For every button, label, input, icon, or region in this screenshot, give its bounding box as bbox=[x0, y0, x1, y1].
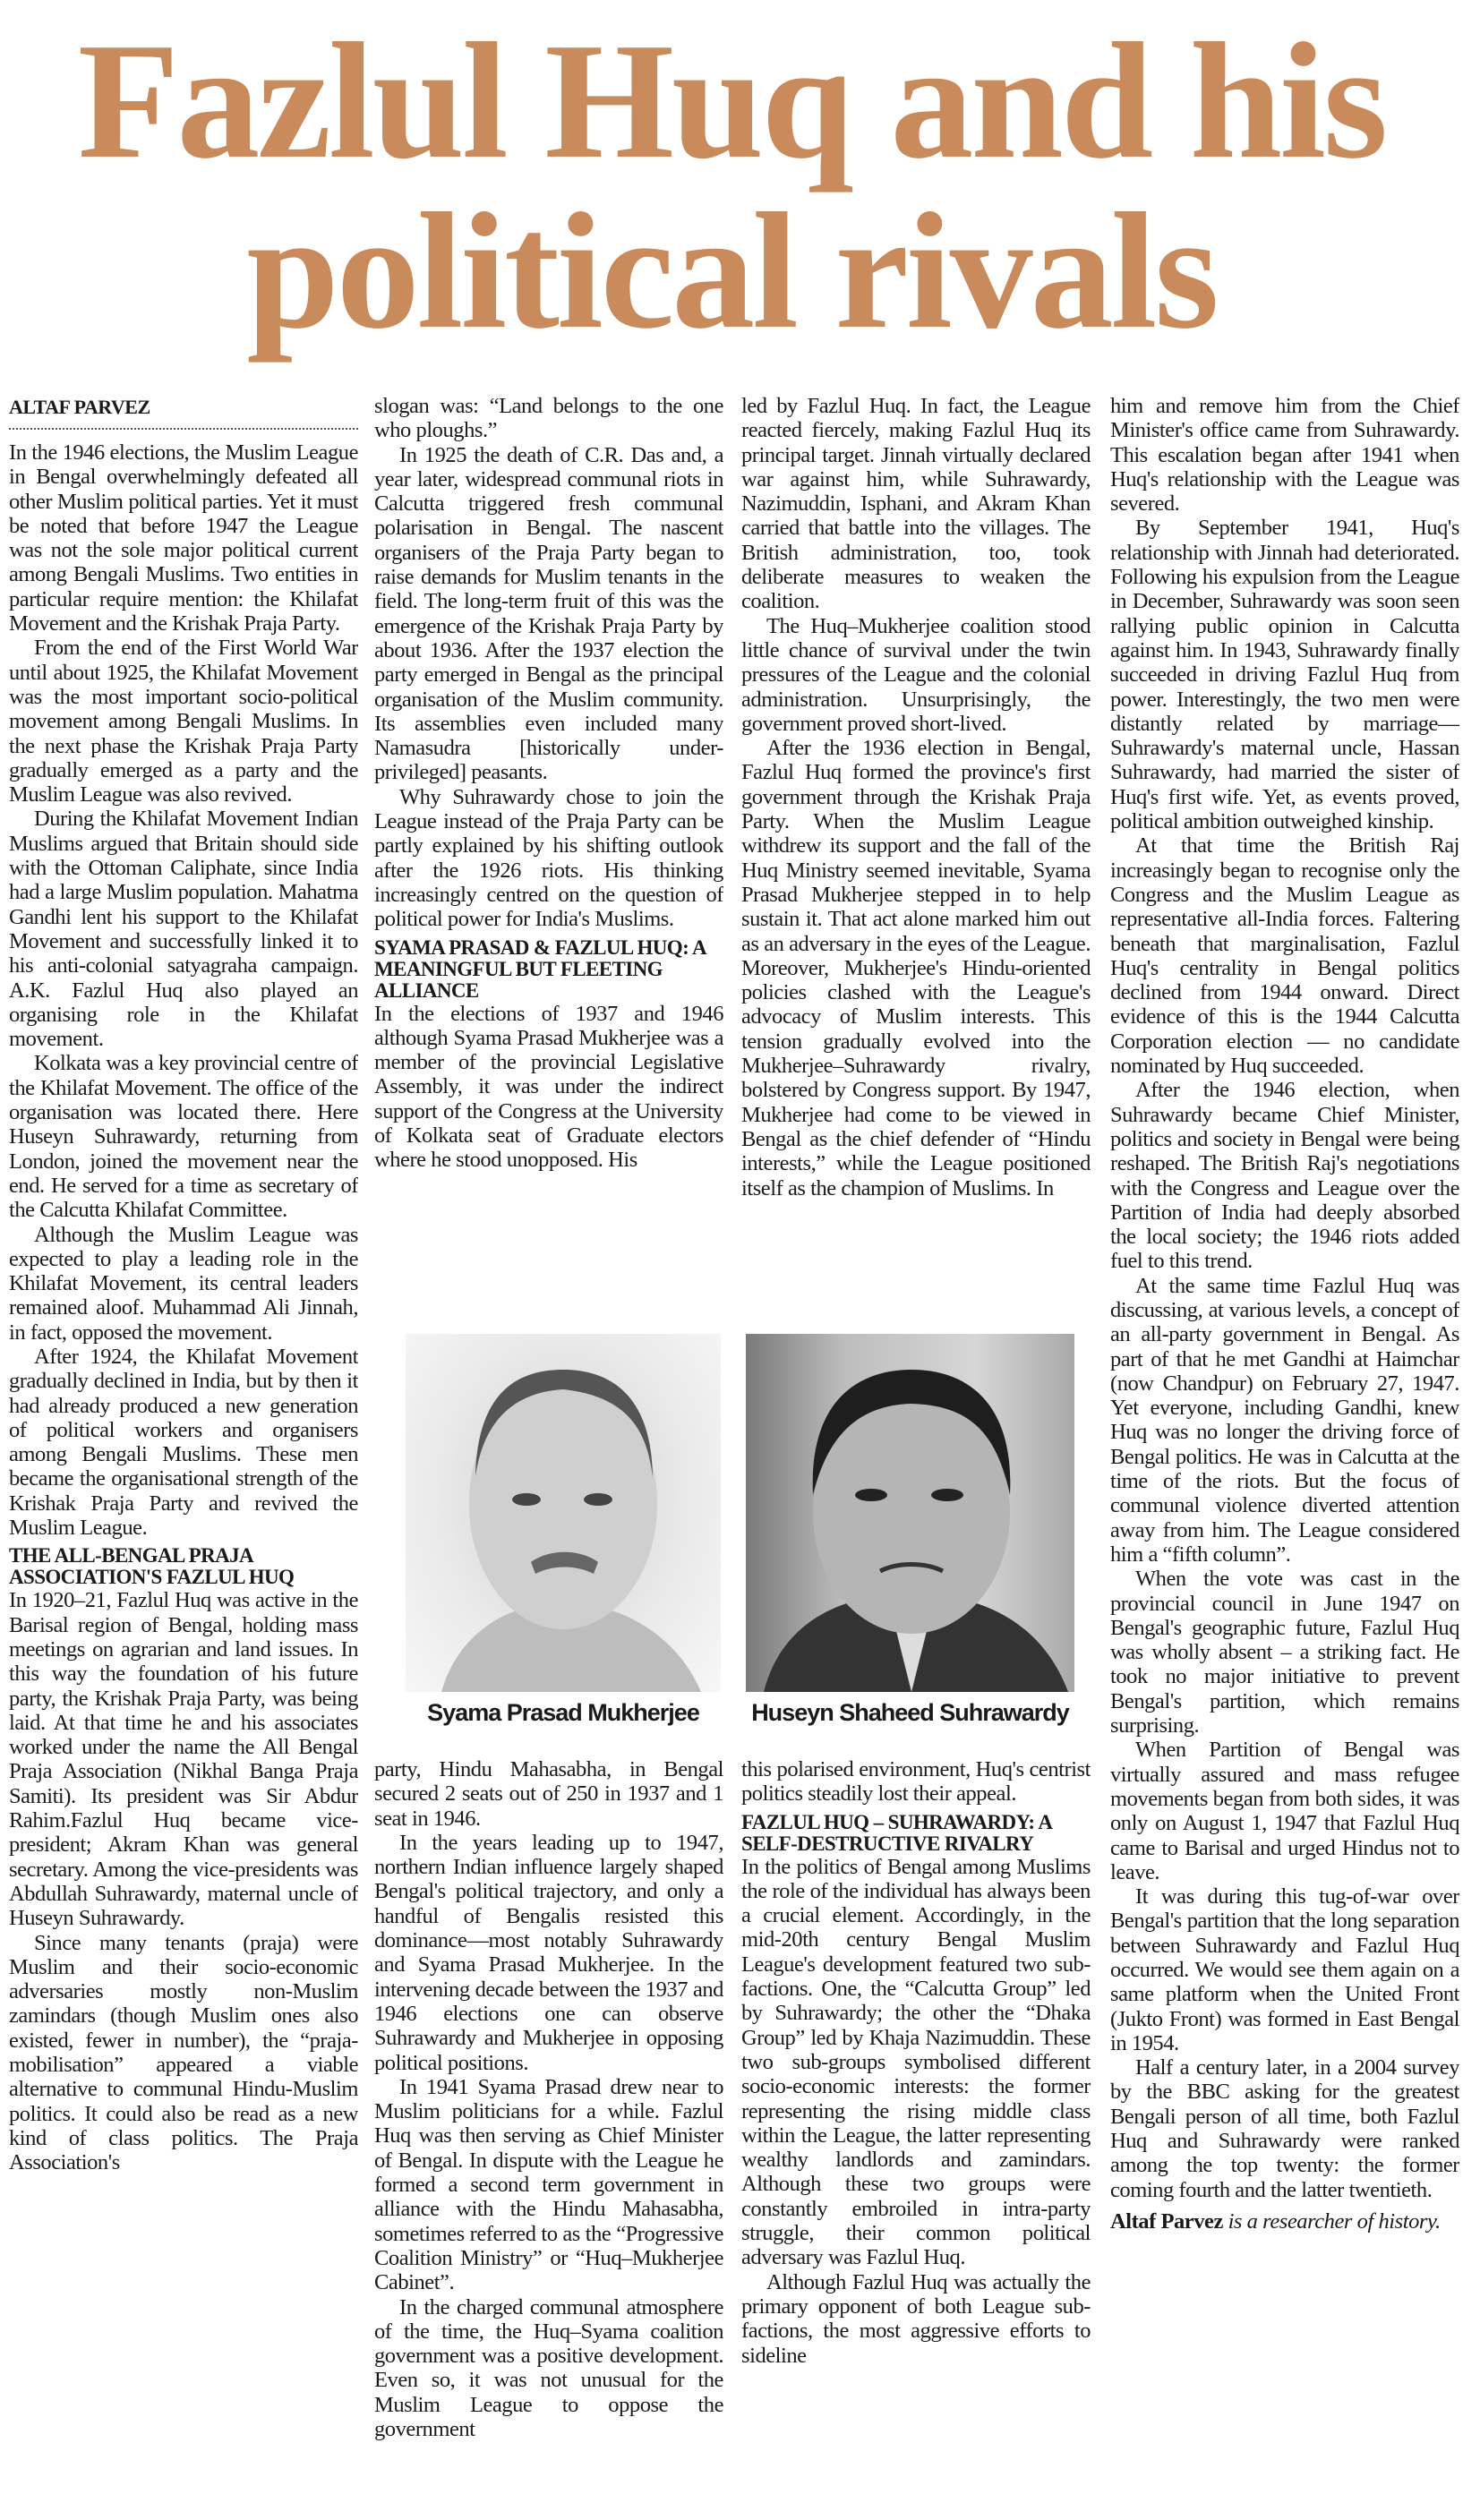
paragraph: In the 1946 elections, the Muslim League in Bengal overwhelmingly defeated all other Muslim political parties. Yet it must be noted that before 1947 the League was not the sole major political current among Bengali Muslims. Two entities in particular require mention: the Khilafat Movement and the Krishak Praja Party. bbox=[9, 440, 358, 636]
column-2-top bbox=[374, 394, 723, 1316]
paragraph: In the politics of Bengal among Muslims the role of the individual has always been a crucial element. Accordingly, in the mid-20th century Bengal Muslim League's development featured two sub-factions. One, the “Calcutta Group” led by Suhrawardy; the other the “Dhaka Group” led by Khaja Nazimuddin. These two sub-groups symbolised different socio-economic interests: the former representing the rising middle class within the League, the latter representing wealthy landlords and zamindars. Although these two groups were constantly embroiled in intra-party struggle, their common political adversary was Fazlul Huq. bbox=[741, 1854, 1091, 2270]
column-2-bottom bbox=[374, 1757, 723, 2520]
portrait-icon bbox=[406, 1334, 721, 1692]
paragraph: In the years leading up to 1947, northern Indian influence largely shaped Bengal's political trajectory, and only a handful of Bengalis resisted this dominance—most notably Suhrawardy and Syama Prasad Mukherjee. In the intervening decade between the 1937 and 1946 elections one can observe Suhrawardy and Mukherjee in opposing political positions. bbox=[374, 1830, 723, 2075]
paragraph: By September 1941, Huq's relationship with Jinnah had deteriorated. Following his expulsion from the League in December, Suhrawardy was soon seen rallying public opinion in Calcutta against him. In 1943, Suhrawardy finally succeeded in driving Fazlul Huq from power. Interestingly, the two men were distantly related by marriage—Suhrawardy's maternal uncle, Hassan Suhrawardy, had married the sister of Huq's first wife. Yet, as events proved, political ambition outweighed kinship. bbox=[1110, 516, 1459, 834]
column-3-bottom bbox=[741, 1757, 1091, 2520]
paragraph: In 1925 the death of C.R. Das and, a year later, widespread communal riots in Calcutta triggered fresh communal polarisation in Bengal. The nascent organisers of the Praja Party began to raise demands for Muslim tenants in the field. The long-term fruit of this was the emergence of the Krishak Praja Party by about 1936. After the 1937 election the party emerged in Bengal as the principal organisation of the Muslim community. Its assemblies even included many Namasudra [historically under-privileged] peasants. bbox=[374, 442, 723, 785]
byline: ALTAF PARVEZ bbox=[9, 396, 358, 430]
paragraph: At that time the British Raj increasingly began to recognise only the Congress and the Muslim League as representative all-India forces. Faltering beneath that marginalisation, Fazlul Huq's centrality in Bengal politics declined from 1944 onward. Direct evidence of this is the 1944 Calcutta Corporation election — no candidate nominated by Huq succeeded. bbox=[1110, 833, 1459, 1079]
column-1 bbox=[9, 440, 358, 2520]
subheading: SYAMA PRASAD & FAZLUL HUQ: A MEANINGFUL BUT FLEETING ALLIANCE bbox=[374, 935, 706, 1002]
headline-line-1: Fazlul Huq and his bbox=[77, 9, 1386, 193]
paragraph: After the 1946 election, when Suhrawardy became Chief Minister, politics and society in Bengal were being reshaped. The British Raj's negotiations with the Congress and League over the Partition of India had deeply absorbed the local society; the 1946 riots added fuel to this trend. bbox=[1110, 1078, 1459, 1274]
paragraph: party, Hindu Mahasabha, in Bengal secured 2 seats out of 250 in 1937 and 1 seat in 1946. bbox=[374, 1757, 723, 1831]
paragraph: After the 1936 election in Bengal, Fazlul Huq formed the province's first government through the Krishak Praja Party. When the Muslim League withdrew its support and the fall of the Huq Ministry seemed inevitable, Syama Prasad Mukherjee stepped in to help sustain it. That act alone marked him out as an adversary in the eyes of the League. Moreover, Mukherjee's Hindu-oriented policies clashed with the League's advocacy of Muslim interests. This tension gradually evolved into the Mukherjee–Suhrawardy rivalry, bolstered by Congress support. By 1947, Mukherjee had come to be viewed in Bengal as the chief defender of “Hindu interests,” while the League positioned itself as the champion of Muslims. In bbox=[741, 736, 1091, 1200]
subheading: THE ALL-BENGAL PRAJA ASSOCIATION'S FAZLUL HUQ bbox=[9, 1544, 295, 1589]
headline-line-2: political rivals bbox=[246, 179, 1217, 363]
paragraph: In the charged communal atmosphere of the time, the Huq–Syama coalition government was a positive development. Even so, it was not unusual for the Muslim League to oppose the government bbox=[374, 2294, 723, 2442]
paragraph: In 1920–21, Fazlul Huq was active in the Barisal region of Bengal, holding mass meetings on agrarian and land issues. In this way the foundation of his future party, the Krishak Praja Party, was being laid. At that time he and his associates worked under the name the All Bengal Praja Association (Nikhal Banga Praja Samiti). Its president was Sir Abdur Rahim.Fazlul Huq became vice-president; Akram Khan was general secretary. Among the vice-presidents was Abdullah Suhrawardy, maternal uncle of Huseyn Suhrawardy. bbox=[9, 1588, 358, 1931]
photo-caption-left: Syama Prasad Mukherjee bbox=[427, 1699, 699, 1726]
column-4 bbox=[1110, 394, 1459, 2520]
column-3-top bbox=[741, 394, 1091, 1316]
paragraph: When the vote was cast in the provincial council in June 1947 on Bengal's geographic future, Fazlul Huq was wholly absent – a striking fact. He took no major initiative to prevent Bengal's partition, which remains surprising. bbox=[1110, 1567, 1459, 1738]
paragraph: In 1941 Syama Prasad drew near to Muslim politicians for a while. Fazlul Huq was then serving as Chief Minister of Bengal. In dispute with the League he formed a second term government in alliance with the Hindu Mahasabha, sometimes referred to as the “Progressive Coalition Ministry” or “Huq–Mukherjee Cabinet”. bbox=[374, 2074, 723, 2295]
photo-huseyn-shaheed-suhrawardy bbox=[746, 1334, 1074, 1692]
paragraph: Half a century later, in a 2004 survey by the BBC asking for the greatest Bengali person of all time, both Fazlul Huq and Suhrawardy were ranked among the top twenty: the former coming fourth and the latter twentieth. bbox=[1110, 2055, 1459, 2202]
paragraph: During the Khilafat Movement Indian Muslims argued that Britain should side with the Ottoman Caliphate, since India had a large Muslim population. Mahatma Gandhi lent his support to the Khilafat Movement and successfully linked it to his anti-colonial satyagraha campaign. A.K. Fazlul Huq also played an organising role in the Khilafat movement. bbox=[9, 807, 358, 1052]
paragraph: Since many tenants (praja) were Muslim and their socio-economic adversaries mostly non-Muslim zamindars (though Muslim ones also existed, fewer in number), the “praja-mobilisation” appeared a viable alternative to communal Hindu-Muslim politics. It could also be read as a new kind of class politics. The Praja Association's bbox=[9, 1930, 358, 2175]
paragraph: Kolkata was a key provincial centre of the Khilafat Movement. The office of the organisation was located there. Here Huseyn Suhrawardy, returning from London, joined the movement near the end. He served for a time as secretary of the Calcutta Khilafat Committee. bbox=[9, 1051, 358, 1223]
paragraph: him and remove him from the Chief Minister's office came from Suhrawardy. This escalation began after 1941 when Huq's relationship with the League was severed. bbox=[1110, 394, 1459, 517]
paragraph: led by Fazlul Huq. In fact, the League reacted fiercely, making Fazlul Huq its principal target. Jinnah virtually declared war against him, while Suhrawardy, Nazimuddin, Isphani, and Akram Khan carried that battle into the villages. The British administration, too, took deliberate measures to weaken the coalition. bbox=[741, 394, 1091, 614]
portrait-icon bbox=[746, 1334, 1074, 1692]
paragraph: After 1924, the Khilafat Movement gradually declined in India, but by then it had already produced a new generation of political workers and organisers among Bengali Muslims. These men became the organisational strength of the Krishak Praja Party and revived the Muslim League. bbox=[9, 1344, 358, 1541]
paragraph: Although Fazlul Huq was actually the primary opponent of both League sub-factions, the most aggressive efforts to sideline bbox=[741, 2269, 1091, 2368]
author-note bbox=[1110, 2209, 1459, 2234]
paragraph: slogan was: “Land belongs to the one who ploughs.” bbox=[374, 394, 723, 443]
author-name: Altaf Parvez bbox=[1110, 2208, 1223, 2234]
paragraph: At the same time Fazlul Huq was discussing, at various levels, a concept of an all-party government in Bengal. As part of that he met Gandhi at Haimchar (now Chandpur) on February 27, 1947. Yet everyone, including Gandhi, knew Huq was no longer the driving force of Bengal politics. He was in Calcutta at the time of the riots. But the focus of communal violence diverted attention away from him. The League considered him a “fifth column”. bbox=[1110, 1273, 1459, 1567]
paragraph: From the end of the First World War until about 1925, the Khilafat Movement was the most important socio-political movement among Bengali Muslims. In the next phase the Krishak Praja Party gradually emerged as a party and the Muslim League was also revived. bbox=[9, 636, 358, 807]
photo-syama-prasad-mukherjee bbox=[406, 1334, 721, 1692]
paragraph: In the elections of 1937 and 1946 although Syama Prasad Mukherjee was a member of the provincial Legislative Assembly, it was under the indirect support of the Congress at the University of Kolkata seat of Graduate electors where he stood unopposed. His bbox=[374, 1001, 723, 1173]
paragraph: The Huq–Mukherjee coalition stood little chance of survival under the twin pressures of the League and the colonial administration. Unsurprisingly, the government proved short-lived. bbox=[741, 613, 1091, 736]
paragraph: this polarised environment, Huq's centrist politics steadily lost their appeal. bbox=[741, 1757, 1091, 1807]
author-description: is a researcher of history. bbox=[1222, 2208, 1441, 2234]
paragraph: When Partition of Bengal was virtually assured and mass refugee movements began from both sides, it was only on August 1, 1947 that Fazlul Huq came to Barisal and urged Hindus not to leave. bbox=[1110, 1738, 1459, 1884]
photo-caption-right: Huseyn Shaheed Suhrawardy bbox=[751, 1699, 1069, 1726]
paragraph: Why Suhrawardy chose to join the League instead of the Praja Party can be partly explained by his shifting outlook after the 1926 riots. His thinking increasingly centred on the question of political power for India's Muslims. bbox=[374, 784, 723, 932]
paragraph: It was during this tug-of-war over Bengal's partition that the long separation between Suhrawardy and Fazlul Huq occurred. We would see them again on a same platform when the United Front (Jukto Front) was formed in East Bengal in 1954. bbox=[1110, 1884, 1459, 2055]
paragraph: Although the Muslim League was expected to play a leading role in the Khilafat Movement, its central leaders remained aloof. Muhammad Ali Jinnah, in fact, opposed the movement. bbox=[9, 1222, 358, 1345]
subheading: FAZLUL HUQ – SUHRAWARDY: A SELF-DESTRUCTIVE RIVALRY bbox=[741, 1810, 1052, 1855]
headline bbox=[0, 0, 1463, 363]
